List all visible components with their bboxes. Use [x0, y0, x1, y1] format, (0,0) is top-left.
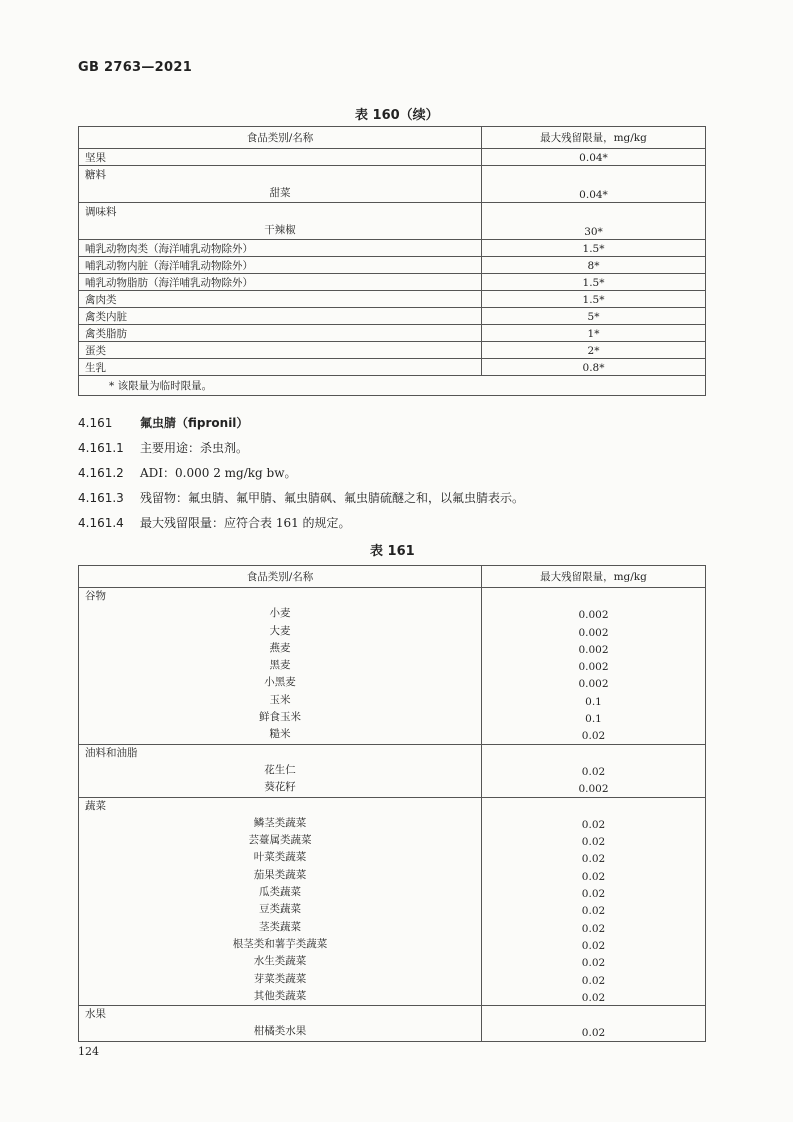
list-value: 0.1 — [585, 713, 602, 726]
section-item-number: 4.161.2 — [78, 466, 124, 480]
section-item-number: 4.161.3 — [78, 491, 124, 505]
list-item: 葵花籽 — [264, 781, 296, 794]
section-item-number: 4.161.1 — [78, 441, 124, 455]
group-name: 调味料 — [85, 206, 117, 218]
list-value: 0.002 — [578, 783, 609, 796]
table-row-group — [79, 1006, 482, 1042]
list-item: 根茎类和薯芋类蔬菜 — [232, 937, 328, 950]
section-item — [78, 489, 524, 506]
list-value: 0.02 — [581, 905, 606, 918]
section-item — [78, 514, 351, 531]
list-item: 花生仁 — [264, 763, 296, 776]
section-item-text: 主要用途：杀虫剂。 — [140, 441, 249, 455]
table-row-value: 0.04* — [482, 149, 706, 166]
table-row-value: 1.5* — [482, 240, 706, 257]
group-name: 油料和油脂 — [85, 746, 138, 759]
table-160 — [78, 126, 706, 396]
table-values — [482, 744, 706, 797]
table-row-value: 5* — [482, 308, 706, 325]
section-item — [78, 464, 296, 481]
list-value: 0.02 — [581, 991, 606, 1004]
list-item: 小黑麦 — [264, 676, 296, 689]
list-value: 0.002 — [578, 626, 609, 639]
group-name: 水果 — [85, 1008, 106, 1021]
list-item: 大麦 — [269, 624, 291, 637]
list-item: 豆类蔬菜 — [259, 903, 301, 916]
table-row-category: 哺乳动物内脏（海洋哺乳动物除外） — [79, 257, 482, 274]
table-row-category: 禽肉类 — [79, 291, 482, 308]
list-item: 鳞茎类蔬菜 — [253, 816, 307, 829]
list-item: 黑麦 — [269, 659, 291, 672]
table-row-group — [79, 166, 482, 203]
list-value: 0.002 — [578, 643, 609, 656]
group-item: 干辣椒 — [264, 224, 296, 236]
table-values — [482, 797, 706, 1006]
list-item: 糙米 — [269, 728, 291, 741]
column-header-mrl: 最大残留限量，mg/kg — [482, 127, 706, 149]
table-row-value: 1.5* — [482, 274, 706, 291]
group-name: 糖料 — [85, 169, 106, 181]
table-row-value: 2* — [482, 342, 706, 359]
table-row-group — [79, 797, 482, 1006]
table-161 — [78, 565, 706, 1042]
table-note: * 该限量为临时限量。 — [79, 376, 706, 396]
list-value: 0.002 — [578, 661, 609, 674]
section-heading: 氟虫腈（fipronil） — [140, 416, 249, 430]
section-item-text: 残留物：氟虫腈、氟甲腈、氟虫腈砜、氟虫腈硫醚之和，以氟虫腈表示。 — [140, 491, 525, 505]
list-item: 柑橘类水果 — [253, 1025, 307, 1038]
list-item: 瓜类蔬菜 — [259, 886, 301, 899]
list-item: 茄果类蔬菜 — [253, 868, 307, 881]
section-item-text: 最大残留限量：应符合表 161 的规定。 — [140, 516, 351, 530]
list-value: 0.002 — [578, 678, 609, 691]
list-value: 0.02 — [581, 888, 606, 901]
list-value: 0.02 — [581, 922, 606, 935]
group-name: 蔬菜 — [85, 799, 106, 812]
list-item: 玉米 — [269, 693, 291, 706]
group-name: 谷物 — [85, 590, 106, 602]
standard-code: GB 2763—2021 — [78, 60, 193, 75]
list-value: 0.02 — [581, 1027, 606, 1040]
section-item — [78, 439, 248, 456]
list-item: 其他类蔬菜 — [253, 989, 307, 1002]
table-161-caption: 表 161 — [370, 544, 415, 559]
group-item: 甜菜 — [269, 187, 291, 199]
table-values — [482, 588, 706, 745]
list-value: 0.02 — [581, 836, 606, 849]
table-values — [482, 1006, 706, 1042]
table-row-value: 1.5* — [482, 291, 706, 308]
table-row-value: 30* — [482, 203, 706, 240]
list-value: 0.02 — [581, 730, 606, 743]
table-row-value: 0.04* — [482, 166, 706, 203]
list-item: 叶菜类蔬菜 — [253, 851, 307, 864]
list-value: 0.02 — [581, 939, 606, 952]
list-value: 0.02 — [581, 974, 606, 987]
list-value: 0.02 — [581, 853, 606, 866]
list-value: 0.002 — [578, 609, 609, 622]
list-value: 0.02 — [581, 957, 606, 970]
list-item: 燕麦 — [269, 641, 291, 654]
table-row-category: 坚果 — [79, 149, 482, 166]
list-item: 小麦 — [269, 607, 291, 620]
column-header-food: 食品类别/名称 — [79, 566, 482, 588]
table-row-category: 禽类内脏 — [79, 308, 482, 325]
table-row-value: 8* — [482, 257, 706, 274]
list-value: 0.1 — [585, 695, 602, 708]
list-item: 茎类蔬菜 — [259, 920, 301, 933]
table-row-category: 蛋类 — [79, 342, 482, 359]
section-item-number: 4.161.4 — [78, 516, 124, 530]
section-title — [78, 414, 248, 431]
list-item: 芸薹属类蔬菜 — [248, 834, 312, 847]
table-row-category: 生乳 — [79, 359, 482, 376]
table-row-value: 0.8* — [482, 359, 706, 376]
table-row-group — [79, 203, 482, 240]
list-value: 0.02 — [581, 870, 606, 883]
list-item: 芽菜类蔬菜 — [253, 972, 307, 985]
table-row-category: 哺乳动物脂肪（海洋哺乳动物除外） — [79, 274, 482, 291]
table-row-group — [79, 588, 482, 745]
section-number: 4.161 — [78, 416, 113, 430]
table-160-caption: 表 160（续） — [355, 108, 439, 123]
column-header-mrl: 最大残留限量，mg/kg — [482, 566, 706, 588]
section-item-text: ADI：0.000 2 mg/kg bw。 — [140, 466, 297, 480]
list-item: 鲜食玉米 — [259, 711, 301, 724]
table-row-category: 禽类脂肪 — [79, 325, 482, 342]
list-value: 0.02 — [581, 818, 606, 831]
table-row-value: 1* — [482, 325, 706, 342]
table-row-group — [79, 744, 482, 797]
column-header-food: 食品类别/名称 — [79, 127, 482, 149]
list-value: 0.02 — [581, 765, 606, 778]
table-row-category: 哺乳动物肉类（海洋哺乳动物除外） — [79, 240, 482, 257]
page-number: 124 — [78, 1045, 99, 1058]
list-item: 水生类蔬菜 — [253, 955, 307, 968]
